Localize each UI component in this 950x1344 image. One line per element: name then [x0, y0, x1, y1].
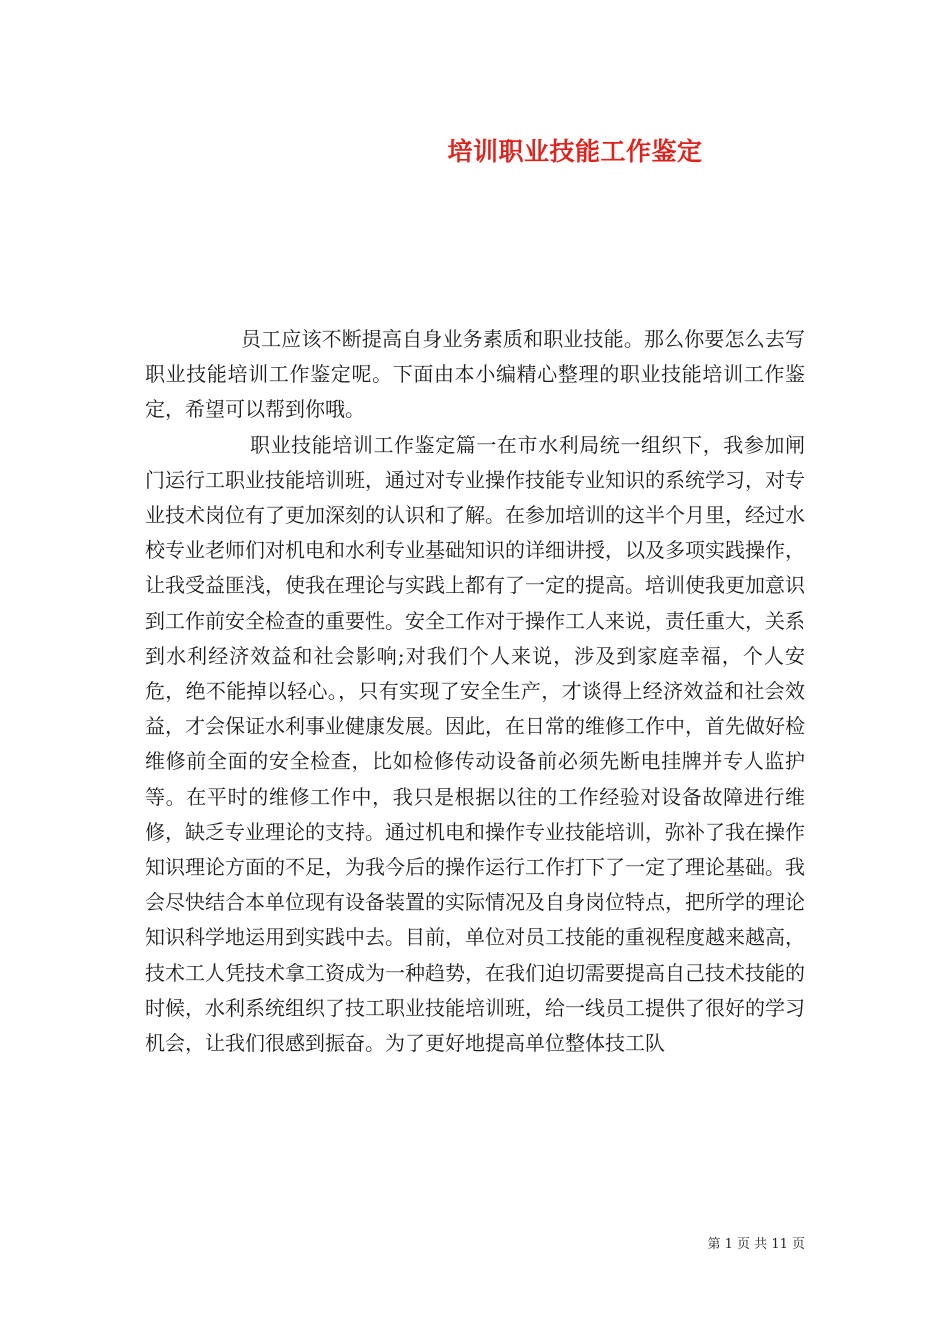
main-paragraph: 职业技能培训工作鉴定篇一在市水利局统一组织下，我参加闸门运行工职业技能培训班，通过对专业操作技能专业知识的系统学习，对专业技术岗位有了更加深刻的认识和了解。在参加培训的这半个月里，经过水校专业老师们对机电和水利专业基础知识的详细讲授，以及多项实践操作，让我受益匪浅，使我在理论与实践上都有了一定的提高。培训使我更加意识到工作前安全检查的重要性。安全工作对于操作工人来说，责任重大，关系到水利经济效益和社会影响;对我们个人来说，涉及到家庭幸福，个人安危，绝不能掉以轻心。，只有实现了安全生产，才谈得上经济效益和社会效益，才会保证水利事业健康发展。因此，在日常的维修工作中，首先做好检维修前全面的安全检查，比如检修传动设备前必须先断电挂牌并专人监护等。在平时的维修工作中，我只是根据以往的工作经验对设备故障进行维修，缺乏专业理论的支持。通过机电和操作专业技能培训，弥补了我在操作知识理论方面的不足，为我今后的操作运行工作打下了一定了理论基础。我会尽快结合本单位现有设备装置的实际情况及自身岗位特点，把所学的理论知识科学地运用到实践中去。目前，单位对员工技能的重视程度越来越高，技术工人凭技术拿工资成为一种趋势，在我们迫切需要提高自己技术技能的时候，水利系统组织了技工职业技能培训班，给一线员工提供了很好的学习机会，让我们很感到振奋。为了更好地提高单位整体技工队 [145, 432, 805, 1056]
document-title: 培训职业技能工作鉴定 [447, 137, 703, 166]
document-body [145, 322, 805, 1061]
intro-paragraph: 员工应该不断提高自身业务素质和职业技能。那么你要怎么去写职业技能培训工作鉴定呢。下面由本小编精心整理的职业技能培训工作鉴定，希望可以帮到你哦。 [145, 327, 805, 422]
page-number: 第 1 页 共 11 页 [707, 1237, 805, 1252]
